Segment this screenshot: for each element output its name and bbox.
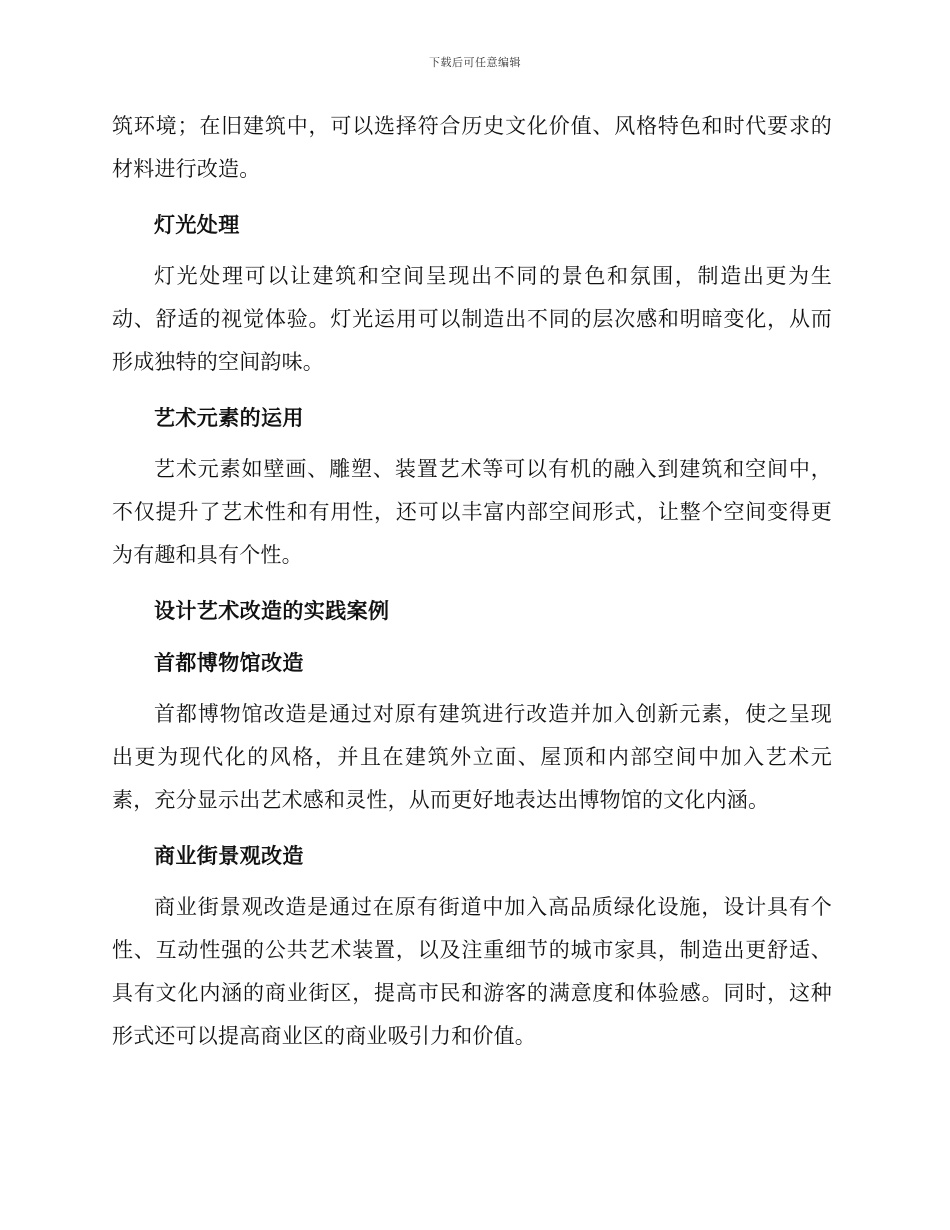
paragraph-commercial-street: 商业街景观改造是通过在原有街道中加入高品质绿化设施，设计具有个性、互动性强的公共艺术装置，以及注重细节的城市家具，制造出更舒适、具有文化内涵的商业街区，提高市民和游客的满意度和体验感。同时，这种形式还可以提高商业区的商业吸引力和价值。: [112, 895, 832, 1048]
paragraph-lighting: 灯光处理可以让建筑和空间呈现出不同的景色和氛围，制造出更为生动、舒适的视觉体验。灯光运用可以制造出不同的层次感和明暗变化，从而形成独特的空间韵味。: [112, 264, 832, 374]
paragraph-art-elements: 艺术元素如壁画、雕塑、装置艺术等可以有机的融入到建筑和空间中，不仅提升了艺术性和有用性，还可以丰富内部空间形式，让整个空间变得更为有趣和具有个性。: [112, 457, 832, 567]
paragraph-continued: 筑环境；在旧建筑中，可以选择符合历史文化价值、风格特色和时代要求的材料进行改造。: [112, 114, 832, 181]
section-heading-commercial-street: 商业街景观改造: [154, 843, 304, 868]
section-heading-art-elements: 艺术元素的运用: [154, 405, 304, 430]
page-header: 下载后可任意编辑: [429, 56, 521, 69]
paragraph-capital-museum: 首都博物馆改造是通过对原有建筑进行改造并加入创新元素，使之呈现出更为现代化的风格，并且在建筑外立面、屋顶和内部空间中加入艺术元素，充分显示出艺术感和灵性，从而更好地表达出博物馆的文化内涵。: [112, 702, 832, 812]
section-heading-lighting: 灯光处理: [154, 212, 240, 237]
document-body: [112, 105, 832, 1070]
section-heading-practice-cases: 设计艺术改造的实践案例: [154, 598, 390, 623]
section-heading-capital-museum: 首都博物馆改造: [154, 650, 304, 675]
